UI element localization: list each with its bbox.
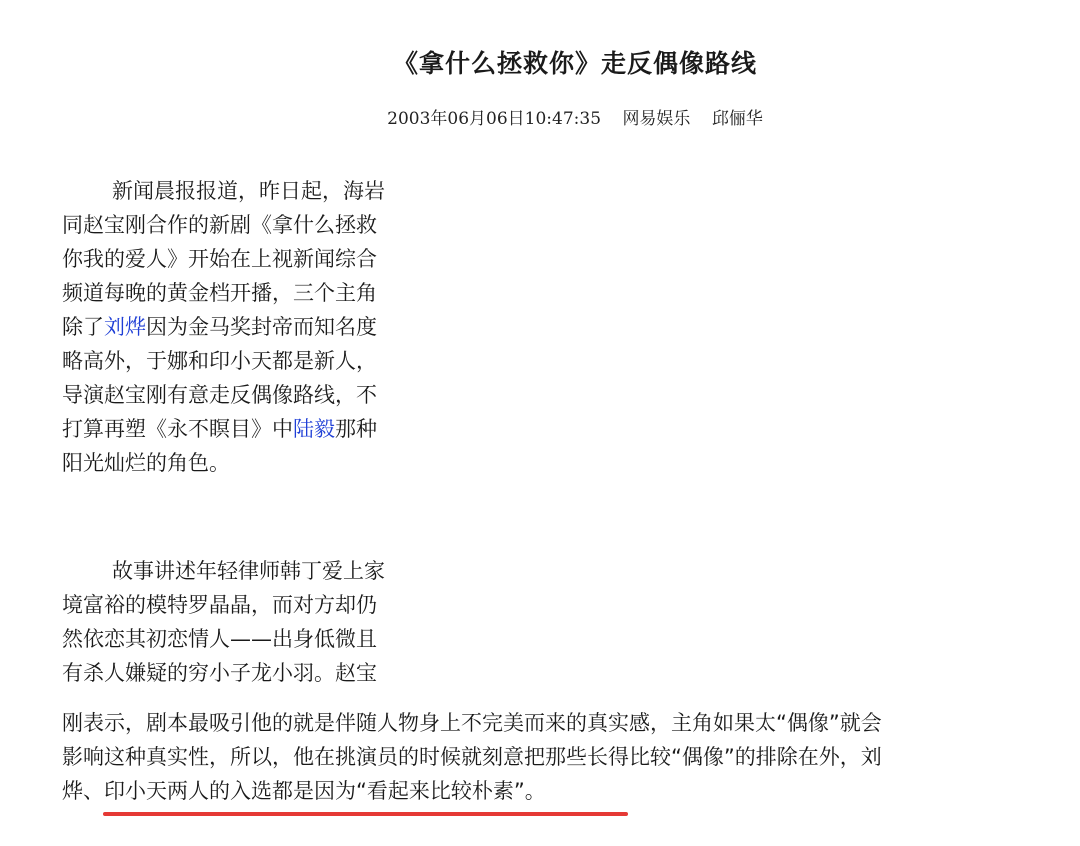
text-line: 新闻晨报报道，昨日起，海岩: [112, 179, 385, 203]
text-line: 烨、印小天两人的入选都是因为“看起来比较朴素”。: [62, 779, 546, 803]
text-line: 境富裕的模特罗晶晶，而对方却仍: [62, 593, 377, 617]
text-line: [62, 412, 452, 446]
link-liu-ye[interactable]: 刘烨: [104, 315, 146, 339]
text-line: 刚表示，剧本最吸引他的就是伴随人物身上不完美而来的真实感，主角如果太“偶像”就会: [62, 711, 882, 735]
text-line: 阳光灿烂的角色。: [62, 451, 230, 475]
text-line: 影响这种真实性，所以，他在挑演员的时候就刻意把那些长得比较“偶像”的排除在外，刘: [62, 745, 882, 769]
paragraph-1: [62, 174, 452, 480]
text-line: 同赵宝刚合作的新剧《拿什么拯救: [62, 213, 377, 237]
text-line: [62, 310, 452, 344]
text-segment: 因为金马奖封帝而知名度: [146, 315, 377, 339]
text-segment: 打算再塑《永不瞑目》中: [62, 417, 293, 441]
text-segment: 那种: [335, 417, 377, 441]
text-segment: 除了: [62, 315, 104, 339]
article-title: 《拿什么拯救你》走反偶像路线: [392, 49, 757, 78]
paragraph-2-tail: [62, 706, 1062, 808]
source-name: 网易娱乐: [622, 109, 691, 129]
highlight-underline: [103, 812, 628, 816]
text-line: 有杀人嫌疑的穷小子龙小羽。赵宝: [62, 661, 377, 685]
text-line: 导演赵宝刚有意走反偶像路线，不: [62, 383, 377, 407]
publish-date: 2003年06月06日10:47:35: [387, 109, 602, 129]
text-line: 然依恋其初恋情人——出身低微且: [62, 627, 377, 651]
link-lu-yi[interactable]: 陆毅: [293, 417, 335, 441]
text-line: 频道每晚的黄金档开播，三个主角: [62, 281, 377, 305]
author-name: 邱俪华: [711, 109, 763, 129]
text-line: 故事讲述年轻律师韩丁爱上家: [112, 559, 385, 583]
text-line: 略高外，于娜和印小天都是新人，: [62, 349, 377, 373]
text-line: 你我的爱人》开始在上视新闻综合: [62, 247, 377, 271]
article-meta: [0, 104, 1080, 134]
paragraph-2-head: [62, 554, 452, 690]
